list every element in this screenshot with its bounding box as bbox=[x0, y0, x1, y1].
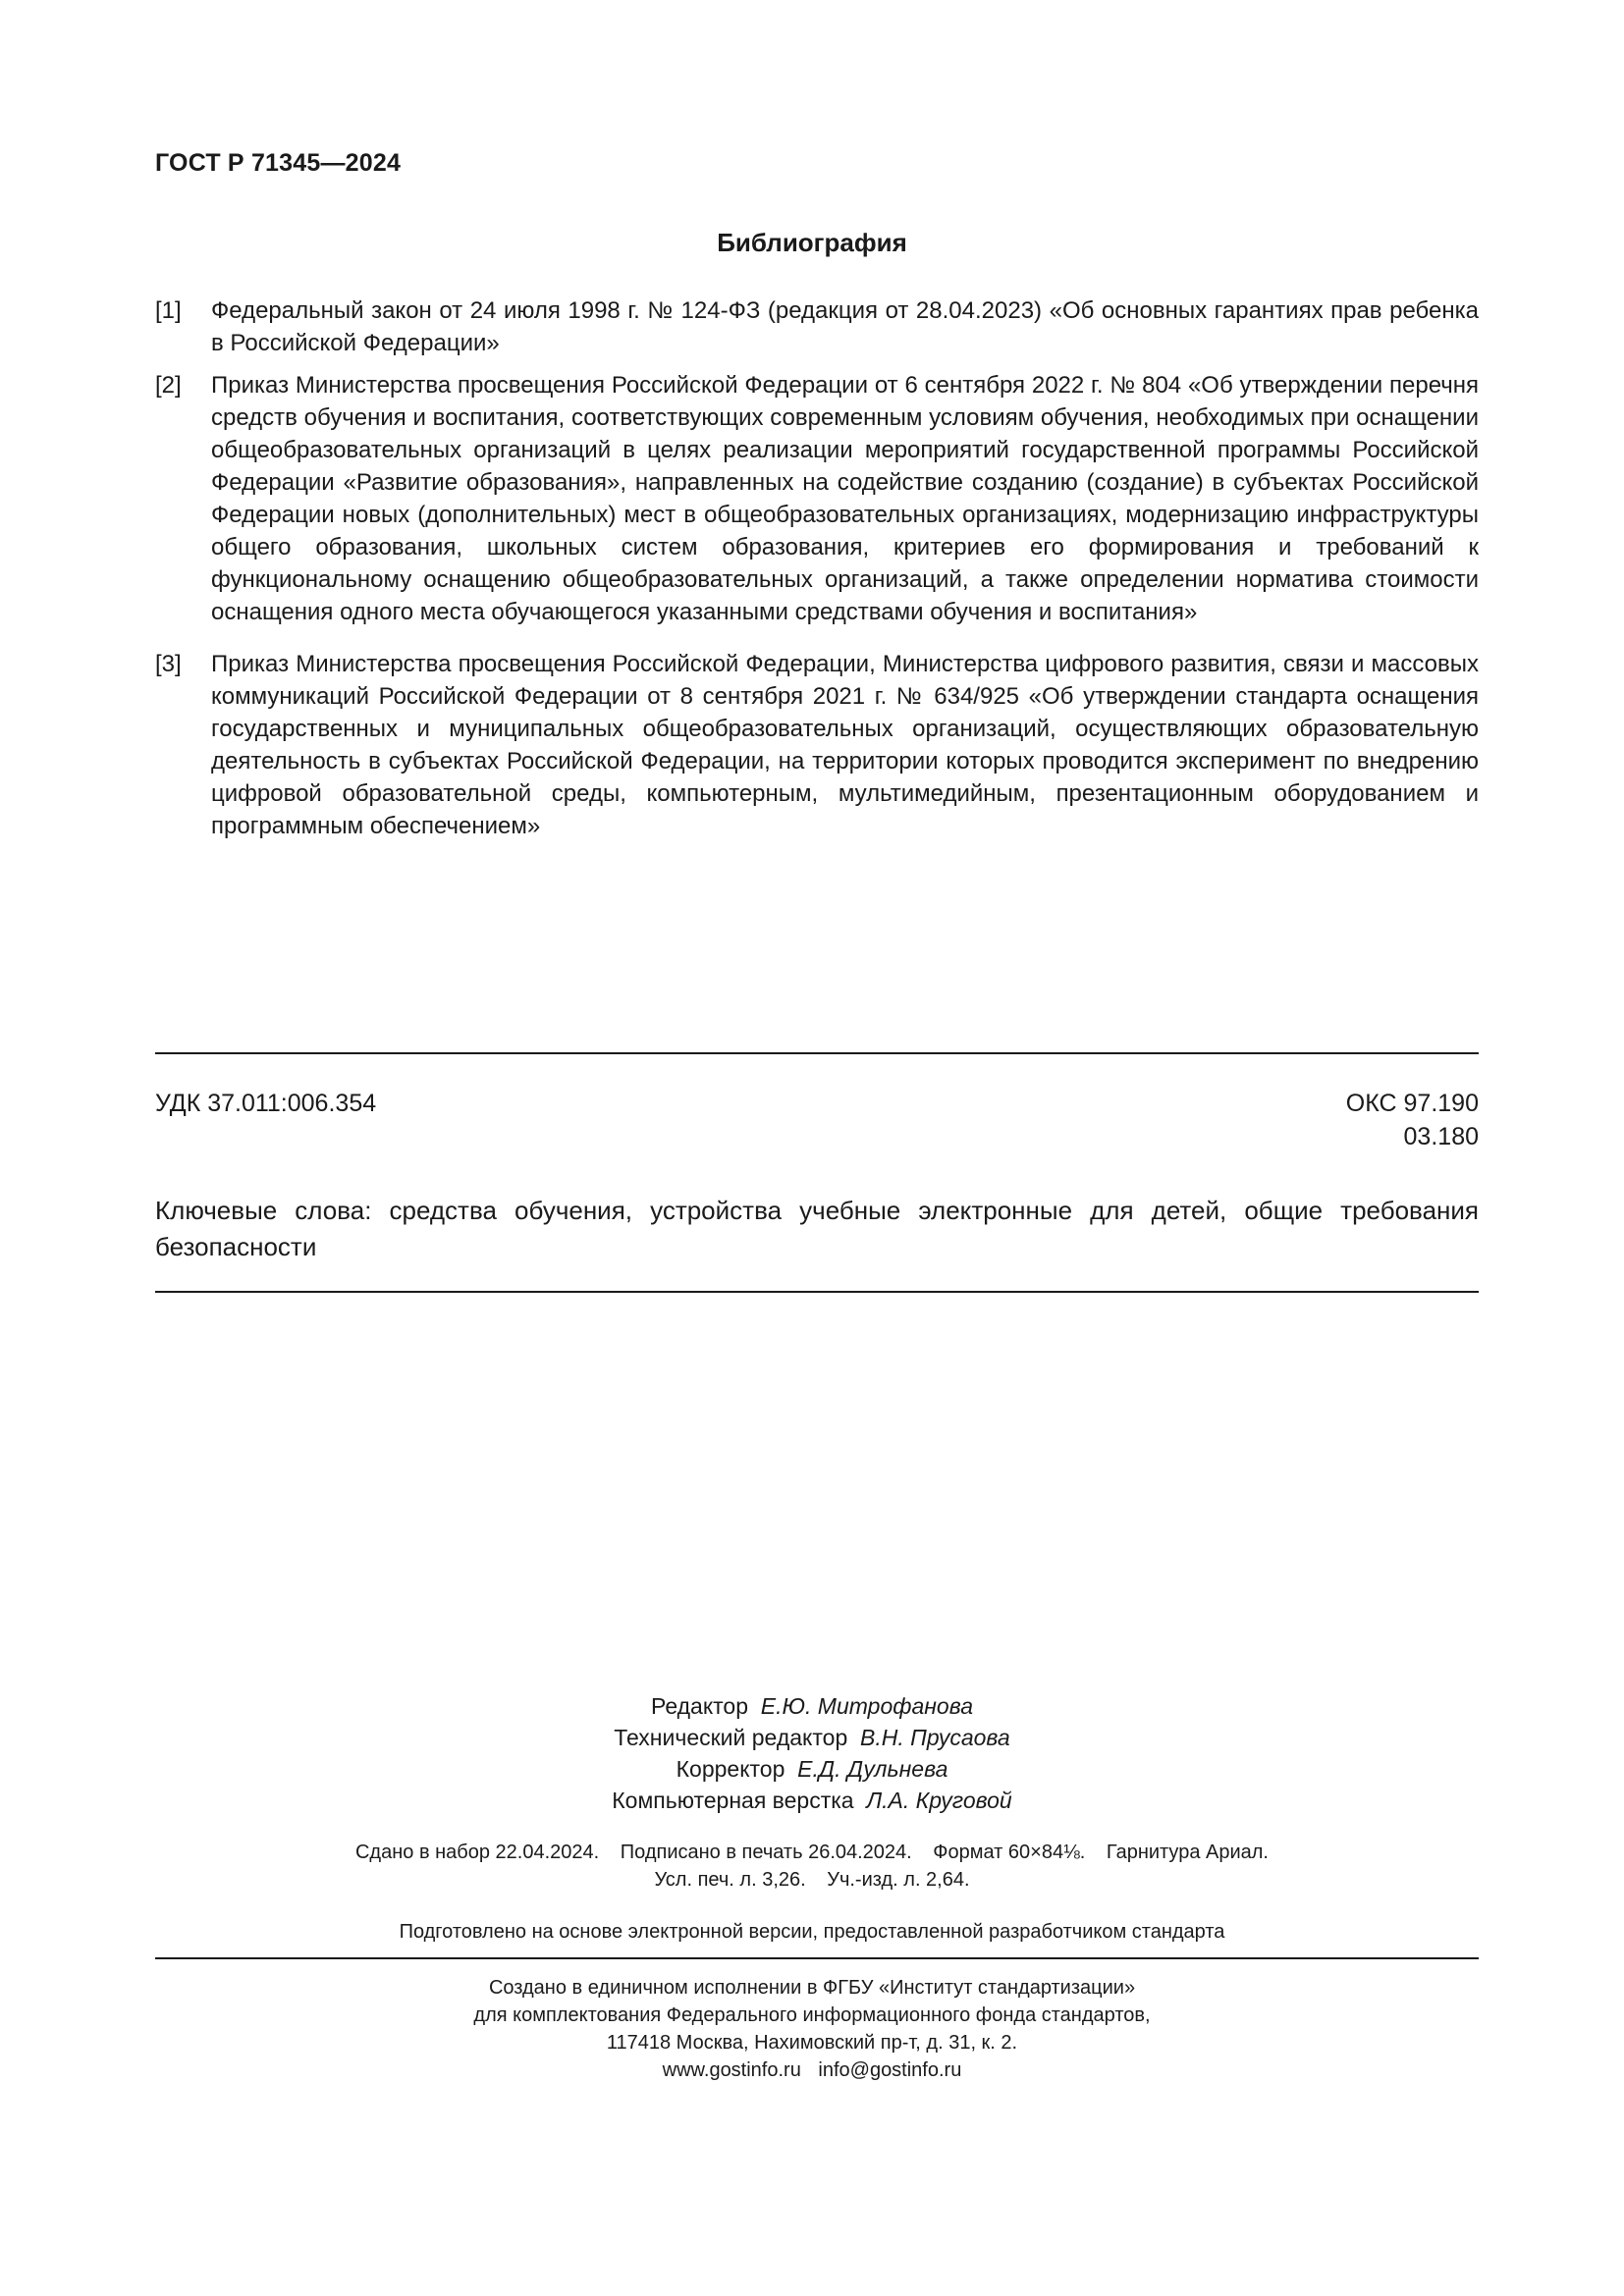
bibliography-entry-1 bbox=[155, 294, 1479, 363]
publishing-sheets: Уч.-изд. л. 2,64. bbox=[827, 1869, 970, 1891]
credit-name: Е.Ю. Митрофанова bbox=[760, 1693, 973, 1719]
prepared-note: Подготовлено на основе электронной версии, предоставленной разработчиком стандарта bbox=[399, 1921, 1225, 1943]
publisher-contacts bbox=[0, 2056, 1624, 2084]
credit-name: Л.А. Круговой bbox=[866, 1788, 1012, 1813]
oks-code-secondary: 03.180 bbox=[1403, 1123, 1479, 1150]
paper-format: Формат 60×84⅛. bbox=[933, 1842, 1086, 1863]
entry-text: Приказ Министерства просвещения Российской Федерации, Министерства цифрового развития, связи и массовых коммуникаций Российской Федерации от 8 сентября 2021 г. № 634/925 «Об утверждении стандарта оснащения государственных и муниципальных общеобразовательных организаций, осуществляющих образовательную деятельность в субъектах Российской Федерации, на территории которых проводится эксперимент по внедрению цифровой образовательной среды, компьютерным, мультимедийным, презентационным оборудованием и программным обеспечением» bbox=[211, 651, 1479, 839]
oks-code-primary: ОКС 97.190 bbox=[1345, 1090, 1479, 1117]
divider-top bbox=[155, 1052, 1479, 1054]
document-code: ГОСТ Р 71345—2024 bbox=[155, 149, 402, 177]
credit-name: В.Н. Прусаова bbox=[860, 1725, 1010, 1750]
credit-proofreader bbox=[0, 1753, 1624, 1785]
credit-role: Редактор bbox=[650, 1693, 748, 1719]
imprint-line-2 bbox=[0, 1866, 1624, 1894]
typesetting-date: Сдано в набор 22.04.2024. bbox=[354, 1842, 600, 1863]
imprint-details bbox=[0, 1839, 1624, 1894]
entry-number: [1] bbox=[155, 297, 182, 324]
credit-editor bbox=[0, 1690, 1624, 1722]
publisher-address: 117418 Москва, Нахимовский пр-т, д. 31, к. 2. bbox=[606, 2032, 1018, 2054]
divider-keywords bbox=[155, 1291, 1479, 1293]
publisher-line-1: Создано в единичном исполнении в ФГБУ «Институт стандартизации» bbox=[488, 1977, 1136, 1999]
entry-text: Приказ Министерства просвещения Российской Федерации от 6 сентября 2022 г. № 804 «Об утверждении перечня средств обучения и воспитания, соответствующих современным условиям обучения, необходимых при оснащении общеобразовательных организаций в целях реализации мероприятий государственной программы Российской Федерации «Развитие образования», направленных на содействие созданию (создание) в субъектах Российской Федерации новых (дополнительных) мест в общеобразовательных организациях, модернизацию инфраструктуры общего образования, школьных систем образования, критериев его формирования и требований к функциональному оснащению общеобразовательных организаций, а также определении норматива стоимости оснащения одного места обучающегося указанными средствами обучения и воспитания» bbox=[211, 372, 1479, 625]
udk-code: УДК 37.011:006.354 bbox=[155, 1090, 377, 1117]
imprint-line-1 bbox=[0, 1839, 1624, 1866]
printed-sheets: Усл. печ. л. 3,26. bbox=[654, 1869, 806, 1891]
keywords: Ключевые слова: средства обучения, устройства учебные электронные для детей, общие требования безопасности bbox=[155, 1196, 1479, 1261]
bibliography-title: Библиография bbox=[717, 228, 907, 257]
print-signed-date: Подписано в печать 26.04.2024. bbox=[620, 1842, 912, 1863]
credit-role: Технический редактор bbox=[614, 1725, 848, 1750]
credit-role: Компьютерная верстка bbox=[612, 1788, 854, 1813]
divider-bottom bbox=[155, 1957, 1479, 1959]
website-link[interactable]: www.gostinfo.ru bbox=[662, 2059, 801, 2081]
email-link[interactable]: info@gostinfo.ru bbox=[818, 2059, 962, 2081]
publisher-line-2: для комплектования Федерального информационного фонда стандартов, bbox=[473, 2004, 1151, 2026]
credit-name: Е.Д. Дульнева bbox=[797, 1756, 948, 1782]
credit-layout bbox=[0, 1785, 1624, 1816]
credit-role: Корректор bbox=[676, 1756, 785, 1782]
publisher-info bbox=[0, 1974, 1624, 2084]
credit-technical-editor bbox=[0, 1722, 1624, 1753]
bibliography-entry-2 bbox=[155, 369, 1479, 634]
bibliography-entry-3 bbox=[155, 648, 1479, 854]
entry-text: Федеральный закон от 24 июля 1998 г. № 124-ФЗ (редакция от 28.04.2023) «Об основных гарантиях прав ребенка в Российской Федерации» bbox=[211, 297, 1479, 356]
entry-number: [2] bbox=[155, 372, 182, 399]
entry-number: [3] bbox=[155, 651, 182, 677]
typeface: Гарнитура Ариал. bbox=[1106, 1842, 1269, 1863]
oks-codes bbox=[1346, 1087, 1479, 1153]
editorial-credits bbox=[0, 1690, 1624, 1816]
